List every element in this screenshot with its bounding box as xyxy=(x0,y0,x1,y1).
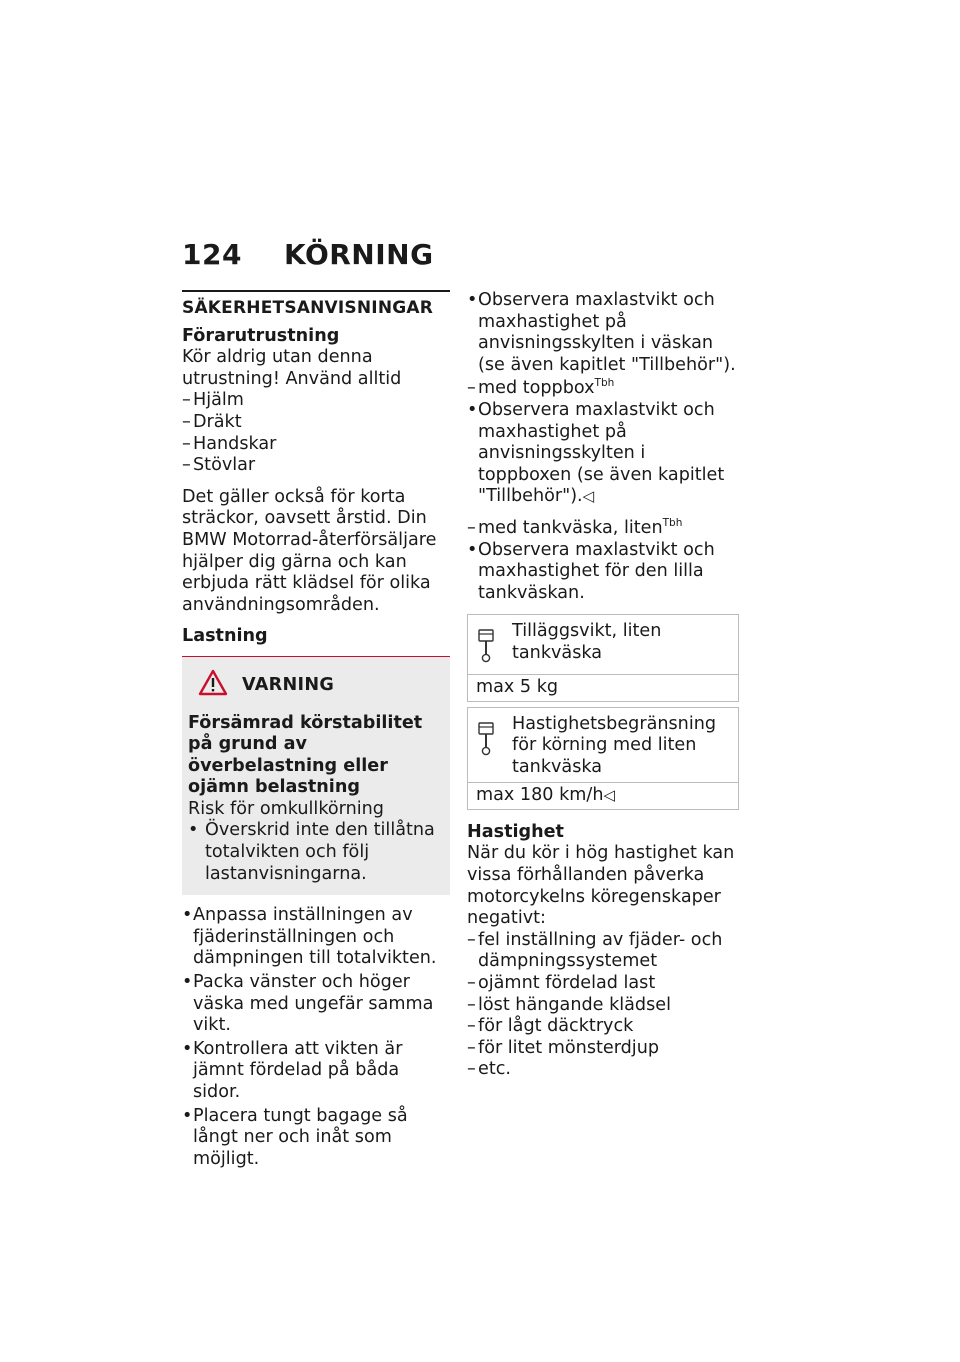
obs2-text: Observera maxlastvikt och maxhastighet på anvisningsskylten i toppboxen (se även kapitlet "Tillbehör"). xyxy=(478,399,725,507)
warning-triangle-icon xyxy=(198,669,228,703)
gear-intro: Kör aldrig utan denna utrustning! Använd alltid xyxy=(182,347,402,389)
loading-heading: Lastning xyxy=(182,626,268,647)
spec-value-text: max 180 km/h xyxy=(476,785,604,806)
piston-gauge-icon xyxy=(476,714,512,762)
topbox-label: med toppbox xyxy=(478,378,595,399)
list-item: • Anpassa inställningen av fjäderinställningen och dämpningen till totalvikten. xyxy=(182,905,450,970)
list-item: – fel inställning av fjäder- och dämpningssystemet xyxy=(467,930,739,973)
spec-value: max 5 kg xyxy=(476,676,559,697)
list-item: – för lågt däcktryck xyxy=(467,1016,739,1038)
tbh-superscript: Tbh xyxy=(594,377,615,390)
right-column xyxy=(467,290,739,1091)
list-item: – Dräkt xyxy=(182,412,450,434)
list-item: – ojämnt fördelad last xyxy=(467,973,739,995)
list-item: – för litet mönsterdjup xyxy=(467,1038,739,1060)
speed-list xyxy=(467,930,739,1081)
end-mark-icon: ◁ xyxy=(582,487,595,506)
warning-heading: Försämrad körstabilitet på grund av överbelastning eller ojämn belastning xyxy=(188,712,423,798)
spec-table-speed xyxy=(467,707,739,810)
list-item: • Packa vänster och höger väska med ungefär samma vikt. xyxy=(182,972,450,1037)
list-item: – Hjälm xyxy=(182,390,450,412)
section-title: SÄKERHETSANVISNINGAR xyxy=(182,290,450,320)
piston-gauge-icon xyxy=(476,621,512,670)
gear-note: Det gäller också för korta sträckor, oavsett årstid. Din BMW Motorrad-återförsäljare hjälper dig gärna och kan erbjuda rätt klädsel för olika användningsområden. xyxy=(182,486,437,615)
end-mark-icon: ◁ xyxy=(603,786,616,805)
topbox-line xyxy=(467,378,739,400)
warning-list xyxy=(188,820,442,885)
page-header xyxy=(182,238,434,271)
warning-title: VARNING xyxy=(242,674,335,695)
list-item xyxy=(467,378,739,400)
tbh-superscript: Tbh xyxy=(662,517,683,530)
list-item: • Observera maxlastvikt och maxhastighet på anvisningsskylten i väskan (se även kapitlet "Tillbehör"). xyxy=(467,290,739,376)
spec-header xyxy=(468,708,738,784)
warning-risk: Risk för omkullkörning xyxy=(188,798,384,819)
tankbag-line xyxy=(467,518,739,540)
list-item: • Överskrid inte den tillåtna totalvikten och följ lastanvisningarna. xyxy=(188,820,442,885)
gear-list xyxy=(182,390,450,476)
loading-list xyxy=(182,905,450,1170)
list-item: – etc. xyxy=(467,1059,739,1081)
warning-box xyxy=(182,656,450,895)
list-item: • Observera maxlastvikt och maxhastighet för den lilla tankväskan. xyxy=(467,540,739,605)
list-item: – Stövlar xyxy=(182,455,450,477)
speed-text: När du kör i hög hastighet kan vissa förhållanden påverka motorcykelns köregenskaper negativt: xyxy=(467,843,735,929)
obs-list-2 xyxy=(467,400,739,508)
speed-heading: Hastighet xyxy=(467,821,564,842)
obs-list-1 xyxy=(467,290,739,376)
list-item xyxy=(467,400,739,508)
spec-table-weight xyxy=(467,614,739,701)
list-item: • Placera tungt bagage så långt ner och inåt som möjligt. xyxy=(182,1106,450,1171)
left-column xyxy=(182,290,450,1180)
chapter-title: KÖRNING xyxy=(284,238,434,271)
gear-heading: Förarutrustning xyxy=(182,325,340,346)
spec-header xyxy=(468,615,738,675)
tankbag-label: med tankväska, liten xyxy=(478,517,663,538)
obs-list-3 xyxy=(467,540,739,605)
page-number: 124 xyxy=(182,238,242,271)
list-item: • Kontrollera att vikten är jämnt fördelad på båda sidor. xyxy=(182,1039,450,1104)
list-item: – Handskar xyxy=(182,434,450,456)
list-item: – löst hängande klädsel xyxy=(467,995,739,1017)
spec-label: Hastighetsbegränsning för körning med liten tankväska xyxy=(512,713,717,777)
warning-header xyxy=(198,669,442,703)
spec-value xyxy=(468,783,738,809)
spec-label: Tilläggsvikt, liten tankväska xyxy=(512,621,662,663)
list-item xyxy=(467,518,739,540)
